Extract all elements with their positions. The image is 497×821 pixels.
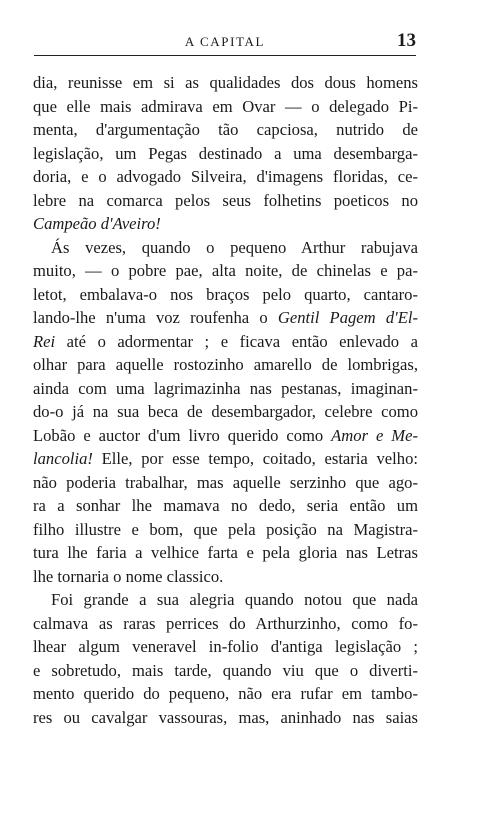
text-line: [33, 330, 418, 354]
text-segment: legislação, um Pegas destinado a uma desembarga-: [33, 143, 418, 163]
text-line: [33, 588, 418, 612]
text-line: [33, 541, 418, 565]
text-line: [33, 306, 418, 330]
text-segment: e sobretudo, mais tarde, quando viu que o diverti-: [33, 660, 418, 680]
text-line: [33, 424, 418, 448]
text-segment: lhe tornaria o nome classico.: [33, 566, 224, 586]
text-line: [33, 118, 418, 142]
text-line: [33, 259, 418, 283]
text-line: [33, 612, 418, 636]
text-segment: não poderia trabalhar, mas aquelle serzinho que ago-: [33, 472, 418, 492]
text-line: [33, 165, 418, 189]
italic-text: Gentil Pagem d'El-: [277, 308, 418, 327]
text-line: [33, 682, 418, 706]
text-line: [33, 189, 418, 213]
text-line: [33, 236, 418, 260]
text-segment: dia, reunisse em si as qualidades dos dous homens: [33, 73, 418, 92]
text-segment: Elle, por esse tempo, coitado, estaria velho:: [92, 449, 418, 468]
text-segment: ainda com uma lagrimazinha nas pestanas, imaginan-: [33, 378, 418, 398]
text-line: [33, 659, 418, 683]
text-segment: lebre na comarca pelos seus folhetins poeticos no: [33, 190, 418, 210]
text-line: [33, 565, 418, 589]
text-line: [33, 494, 418, 518]
text-segment: mento querido do pequeno, não era rufar em tambo-: [33, 684, 418, 703]
text-segment: letot, embalava-o nos braços pelo quarto, cantaro-: [33, 284, 418, 304]
text-line: [33, 95, 418, 119]
text-segment: lando-lhe n'uma voz roufenha o: [33, 308, 278, 327]
text-segment: lhear algum veneravel in-folio d'antiga legislação ;: [33, 637, 418, 656]
text-segment: tura lhe faria a velhice farta e pela gloria nas Letras: [33, 543, 418, 562]
text-line: [33, 353, 418, 377]
page-header: [34, 30, 416, 52]
italic-text: Campeão d'Aveiro!: [33, 214, 161, 233]
page-number: 13: [397, 30, 416, 51]
italic-text: Amor e Me-: [331, 425, 418, 445]
text-line: [33, 71, 418, 95]
body-text: [33, 71, 418, 729]
text-segment: doria, e o advogado Silveira, d'imagens floridas, ce-: [33, 167, 418, 186]
text-segment: filho illustre e bom, que pela posição na Magistra-: [33, 519, 418, 539]
text-segment: do-o já na sua beca de desembargador, celebre como: [33, 402, 418, 421]
text-line: [33, 283, 418, 307]
header-rule: [34, 55, 416, 56]
text-line: [33, 142, 418, 166]
text-segment: muito, — o pobre pae, alta noite, de chinelas e pa-: [33, 261, 418, 280]
text-line: [33, 706, 418, 730]
text-line: [33, 635, 418, 659]
text-line: [33, 518, 418, 542]
italic-text: lancolia!: [33, 449, 93, 468]
text-segment: que elle mais admirava em Ovar — o delegado Pi-: [33, 96, 418, 116]
text-segment: Ás vezes, quando o pequeno Arthur rabujava: [51, 237, 418, 257]
text-segment: Foi grande a sua alegria quando notou que nada: [51, 590, 418, 609]
text-segment: ra a sonhar lhe mamava no dedo, seria então um: [33, 496, 418, 515]
text-line: [33, 447, 418, 471]
text-segment: Lobão e auctor d'um livro querido como: [33, 425, 332, 445]
text-segment: olhar para aquelle rostozinho amarello de lombrigas,: [33, 355, 418, 374]
text-line: [33, 377, 418, 401]
running-title: A CAPITAL: [184, 34, 266, 49]
text-line: [33, 400, 418, 424]
text-segment: res ou cavalgar vassouras, mas, aninhado nas saias: [33, 707, 418, 727]
text-segment: até o adormentar ; e ficava então enlevado a: [55, 331, 418, 351]
text-line: [33, 212, 418, 236]
text-segment: calmava as raras perrices do Arthurzinho, como fo-: [33, 613, 418, 633]
text-line: [33, 471, 418, 495]
text-segment: menta, d'argumentação tão capciosa, nutrido de: [33, 120, 418, 139]
italic-text: Rei: [33, 331, 56, 351]
